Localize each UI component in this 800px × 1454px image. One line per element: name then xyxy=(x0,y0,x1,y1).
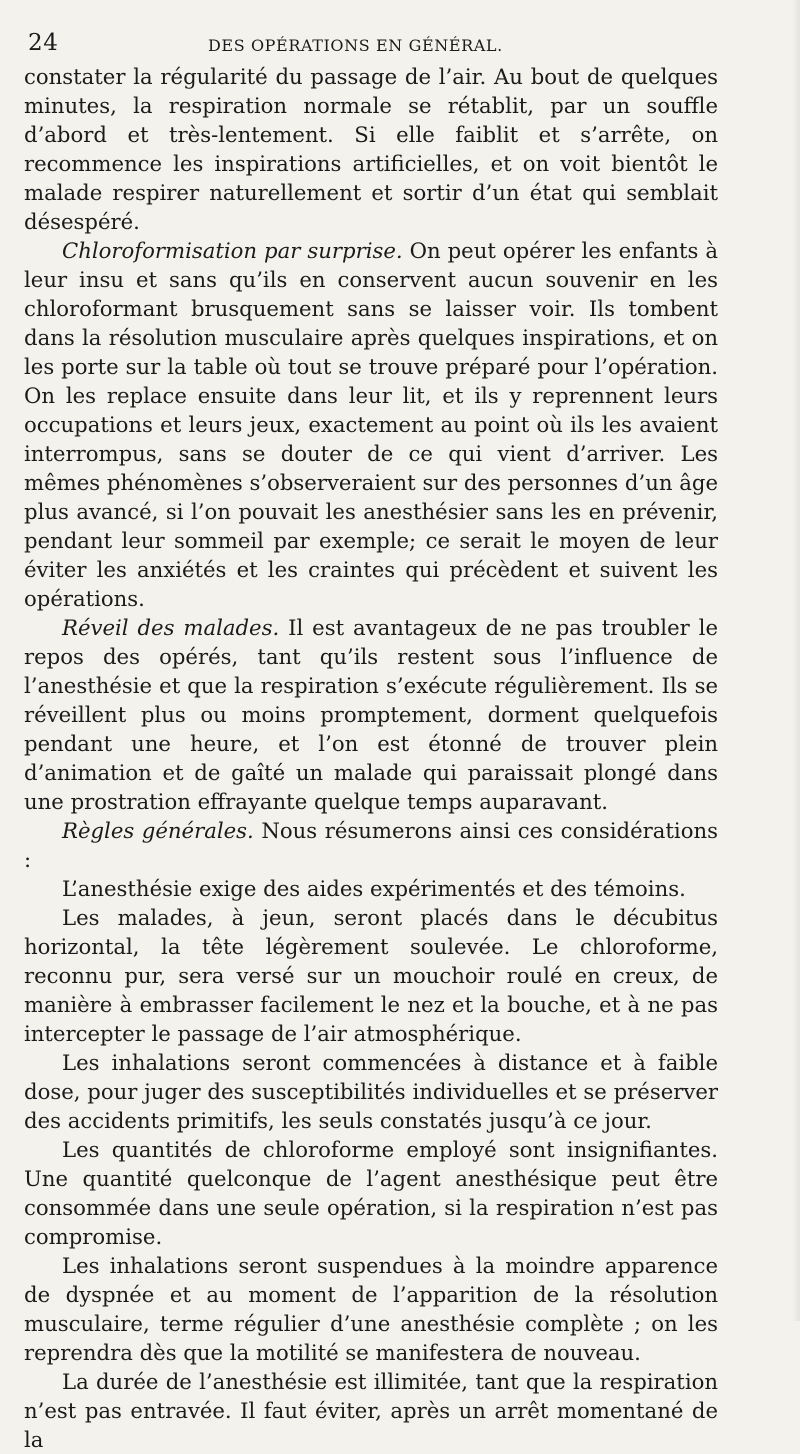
paragraph-reveil xyxy=(24,613,718,816)
paragraph-text: Les malades, à jeun, seront placés dans le décubitus horizontal, la tête légèrement soulevée. Le chloroforme, reconnu pur, sera versé sur un mouchoir roulé en creux, de manière à embrasser facilement le nez et la bouche, et à ne pas intercepter le passage de l’air atmosphérique. xyxy=(24,905,718,1046)
paragraph-chloroformisation xyxy=(24,236,718,613)
paragraph-continued xyxy=(24,62,718,236)
paragraph-regles xyxy=(24,816,718,874)
paragraph-text: L’anesthésie exige des aides expérimentés et des témoins. xyxy=(62,876,686,901)
paragraph-rule-6 xyxy=(24,1367,718,1454)
paragraph-rule-2 xyxy=(24,903,718,1048)
paragraph-text: Il est avantageux de ne pas troubler le repos des opérés, tant qu’ils restent sous l’influence de l’anesthésie et que la respiration s’exécute régulièrement. Ils se réveillent plus ou moins promptement, dorment quelquefois pendant une heure, et l’on est étonné de trouver plein d’animation et de gaîté un malade qui paraissait plongé dans une prostration effrayante quelque temps auparavant. xyxy=(24,615,718,814)
paragraph-rule-3 xyxy=(24,1048,718,1135)
paragraph-text: Les inhalations seront suspendues à la moindre apparence de dyspnée et au moment de l’apparition de la résolution musculaire, terme régulier d’une anesthésie complète ; on les reprendra dès que la motilité se manifestera de nouveau. xyxy=(24,1253,718,1365)
paragraph-text: Les inhalations seront commencées à distance et à faible dose, pour juger des susceptibilités individuelles et se préserver des accidents primitifs, les seuls constatés jusqu’à ce jour. xyxy=(24,1050,718,1133)
body-text xyxy=(24,62,718,1454)
running-title: DES OPÉRATIONS EN GÉNÉRAL. xyxy=(208,36,503,55)
paragraph-lead: Réveil des malades. xyxy=(62,615,280,640)
paragraph-text: Nous résumerons ainsi ces considérations : xyxy=(24,818,718,872)
paragraph-text: constater la régularité du passage de l’air. Au bout de quelques minutes, la respiration normale se rétablit, par un souffle d’abord et très-lentement. Si elle faiblit et s’arrête, on recommence les inspirations artificielles, et on voit bientôt le malade respirer naturellement et sortir d’un état qui semblait désespéré. xyxy=(24,64,718,234)
paragraph-text: On peut opérer les enfants à leur insu et sans qu’ils en conservent aucun souvenir en les chloroformant brusquement sans se laisser voir. Ils tombent dans la résolution musculaire après quelques inspirations, et on les porte sur la table où tout se trouve préparé pour l’opération. On les replace ensuite dans leur lit, et ils y reprennent leurs occupations et leurs jeux, exactement au point où ils les avaient interrompus, sans se douter de ce qui vient d’arriver. Les mêmes phénomènes s’observeraient sur des personnes d’un âge plus avancé, si l’on pouvait les anesthésier sans les en prévenir, pendant leur sommeil par exemple; ce serait le moyen de leur éviter les anxiétés et les craintes qui précèdent et suivent les opérations. xyxy=(24,238,718,611)
running-head xyxy=(24,30,718,62)
paragraph-rule-1 xyxy=(24,874,718,903)
paragraph-rule-4 xyxy=(24,1135,718,1251)
page-number: 24 xyxy=(28,30,59,56)
paragraph-rule-5 xyxy=(24,1251,718,1367)
paragraph-text: Les quantités de chloroforme employé sont insignifiantes. Une quantité quelconque de l’agent anesthésique peut être consommée dans une seule opération, si la respiration n’est pas compromise. xyxy=(24,1137,718,1249)
paragraph-text: La durée de l’anesthésie est illimitée, tant que la respiration n’est pas entravée. Il faut éviter, après un arrêt momentané de la xyxy=(24,1369,718,1452)
page-edge-shadow xyxy=(792,0,800,1321)
paragraph-lead: Règles générales. xyxy=(62,818,254,843)
paragraph-lead: Chloroformisation par surprise. xyxy=(62,238,403,263)
